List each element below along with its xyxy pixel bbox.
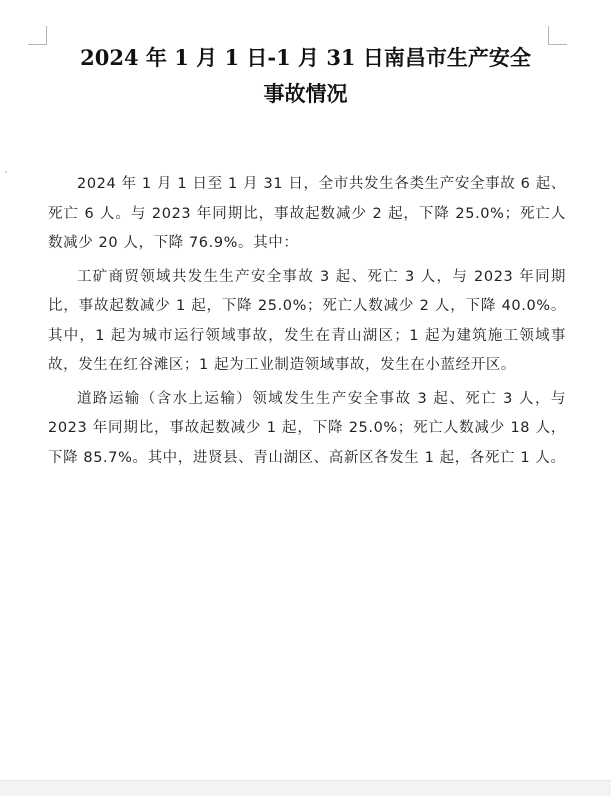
- title-line-1: 2024 年 1 月 1 日-1 月 31 日南昌市生产安全: [80, 45, 531, 70]
- document-body: [48, 170, 566, 477]
- paragraph-road-transport: 道路运输（含水上运输）领域发生生产安全事故 3 起、死亡 3 人，与 2023 年同期比，事故起数减少 1 起，下降 25.0%；死亡人数减少 18 人，下降 85.7%。其中，进贤县、青山湖区、高新区各发生 1 起，各死亡 1 人。: [48, 390, 566, 466]
- window-bottom-strip: [0, 780, 611, 796]
- paragraph-summary: 2024 年 1 月 1 日至 1 月 31 日，全市共发生各类生产安全事故 6 起、死亡 6 人。与 2023 年同期比，事故起数减少 2 起，下降 25.0%；死亡人数减少 20 人，下降 76.9%。其中：: [48, 176, 566, 251]
- paragraph-marker-icon: ˇ: [4, 171, 8, 180]
- title-line-2: 事故情况: [263, 81, 348, 106]
- document-title: [0, 40, 611, 112]
- paragraph-industry-trade: 工矿商贸领域共发生生产安全事故 3 起、死亡 3 人，与 2023 年同期比，事故起数减少 1 起，下降 25.0%；死亡人数减少 2 人，下降 40.0%。其中，1 起为城市运行领域事故，发生在青山湖区；1 起为建筑施工领域事故，发生在红谷滩区；1 起为工业制造领域事故，发生在小蓝经开区。: [48, 268, 566, 373]
